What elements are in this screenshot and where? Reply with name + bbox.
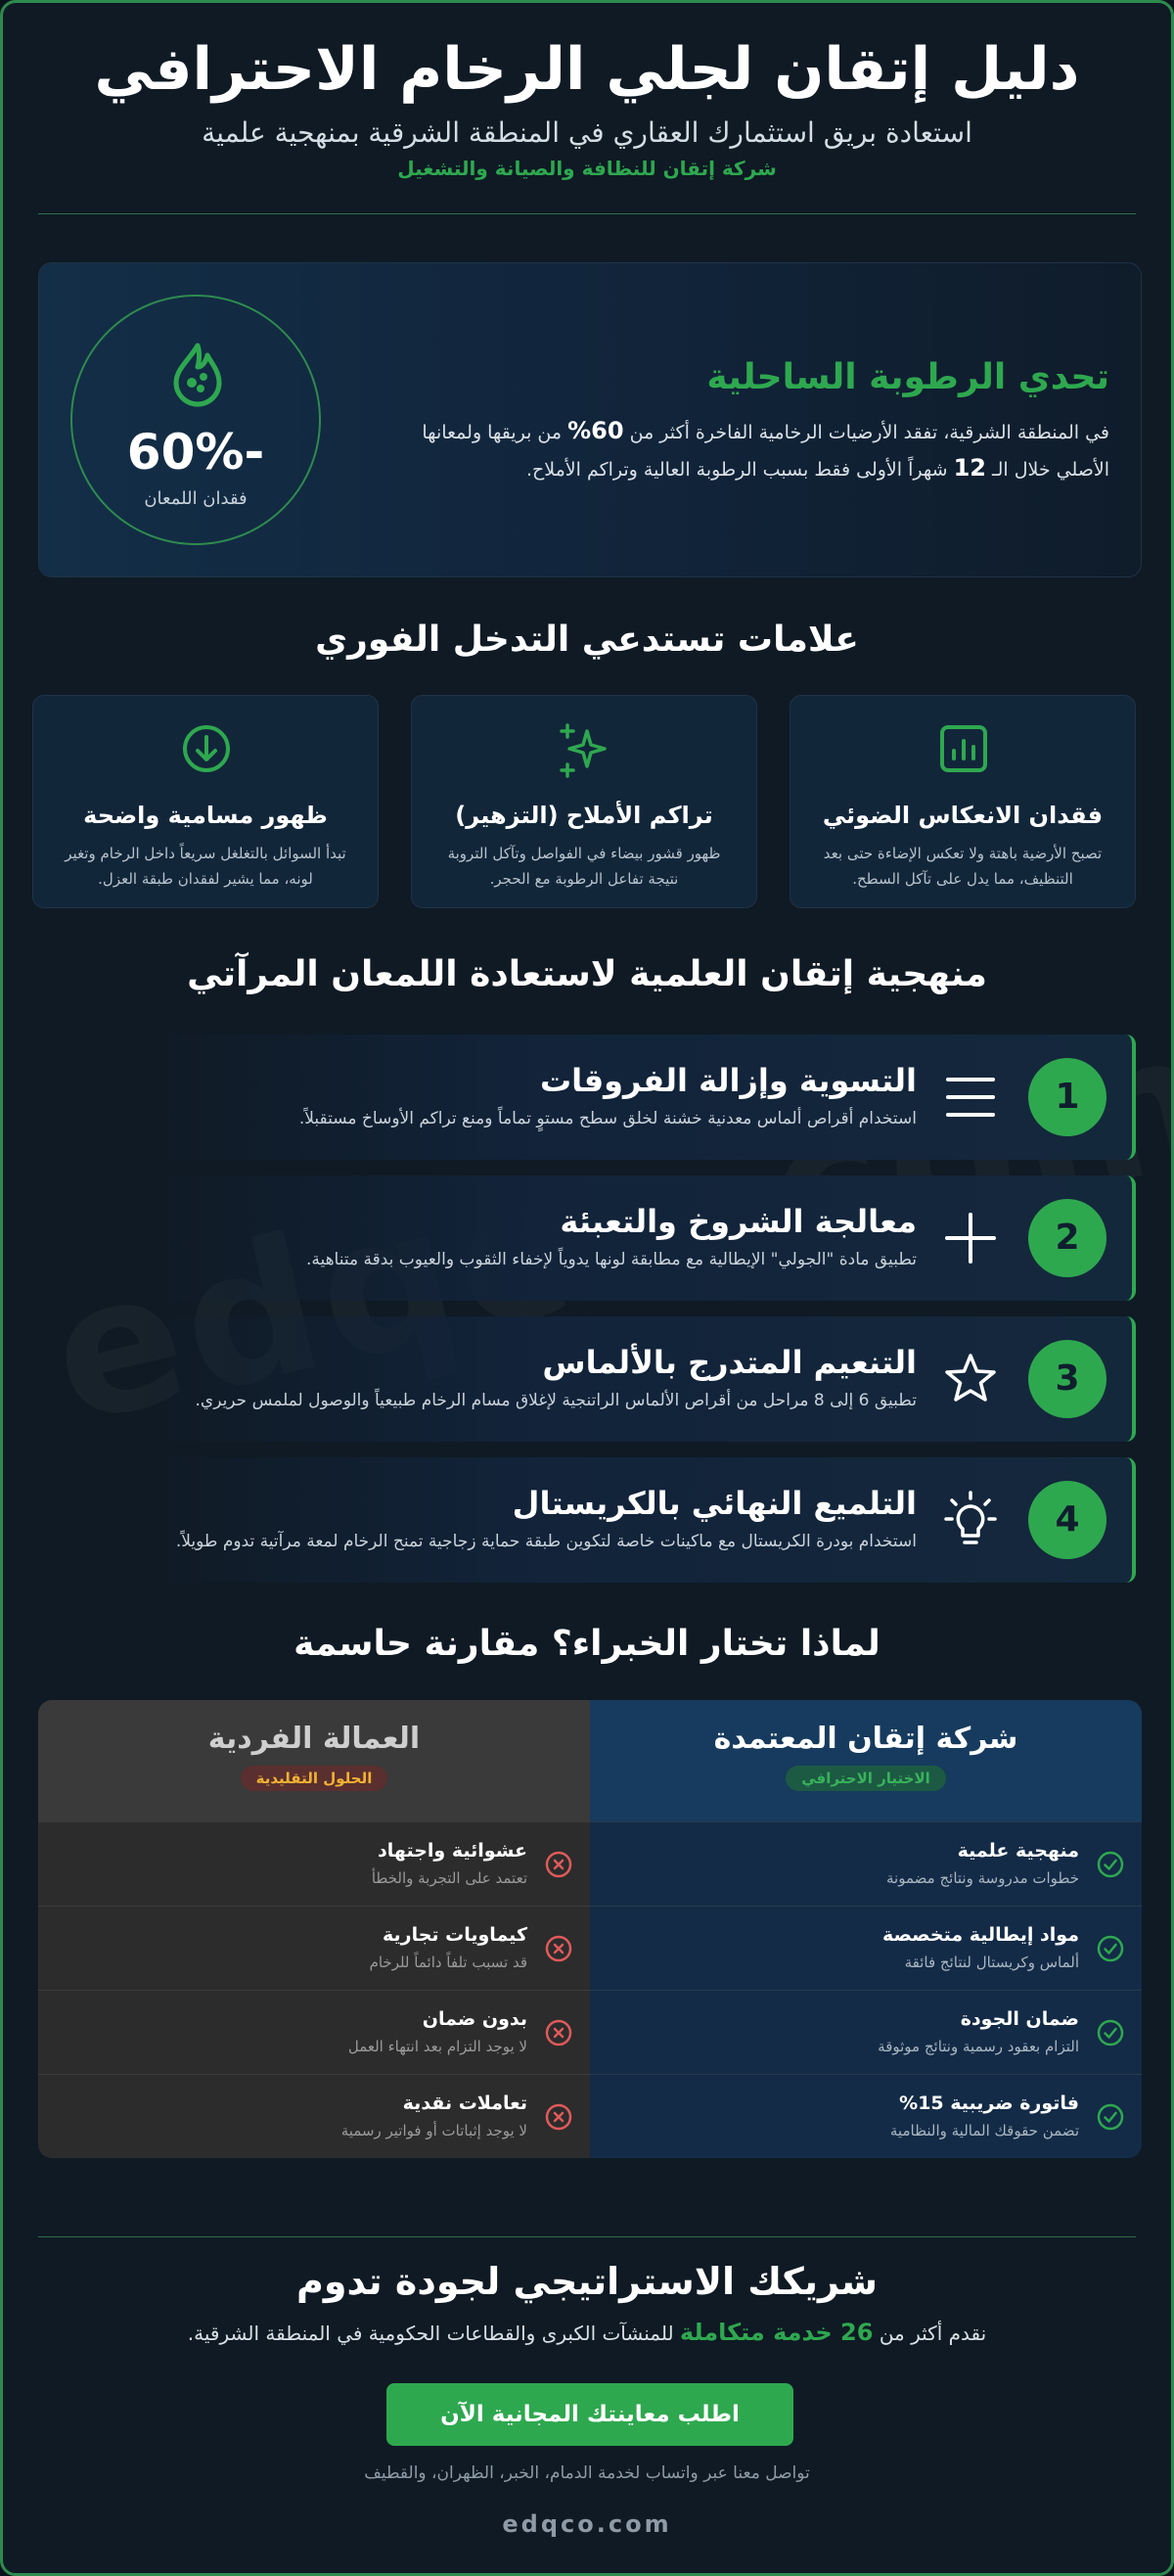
- step-number: 1: [1028, 1058, 1106, 1136]
- method-step: [144, 1175, 1136, 1301]
- x-circle-icon: [543, 1849, 574, 1880]
- ind-column-title: العمالة الفردية: [207, 1722, 421, 1756]
- sign-desc: ظهور قشور بيضاء في الفواصل وتآكل التروبة نتيجة تفاعل الرطوبة مع الحجر.: [447, 845, 721, 888]
- challenge-body-part: شهراً الأولى فقط بسبب الرطوبة العالية وتراكم الأملاح.: [525, 459, 948, 481]
- challenge-title: تحدي الرطوبة الساحلية: [706, 357, 1109, 397]
- ind-row: [38, 1821, 590, 1906]
- page-header: [3, 30, 1171, 180]
- row-desc: ألماس وكريستال لنتائج فائقة: [904, 1954, 1079, 1971]
- sign-desc: تصبح الأرضية باهتة ولا تعكس الإضاءة حتى بعد التنظيف، مما يدل على تآكل السطح.: [823, 845, 1103, 888]
- footer-text-part: نقدم أكثر من: [879, 2322, 987, 2345]
- row-title: بدون ضمان: [422, 2008, 527, 2030]
- challenge-highlight: 12: [953, 454, 986, 482]
- pro-badge: الاختيار الاحترافي: [786, 1766, 946, 1791]
- pro-row: [590, 1906, 1142, 1990]
- row-desc: لا يوجد التزام بعد انتهاء العمل: [347, 2038, 527, 2055]
- bar-chart-icon: [938, 723, 989, 774]
- row-title: فاتورة ضريبية 15%: [899, 2093, 1079, 2114]
- row-desc: خطوات مدروسة ونتائج مضمونة: [886, 1869, 1079, 1887]
- x-circle-icon: [543, 1933, 574, 1964]
- stat-value: 60%-: [126, 424, 265, 481]
- method-step: [144, 1035, 1136, 1160]
- sign-card: [32, 695, 379, 908]
- step-title: التنعيم المتدرج بالألماس: [542, 1344, 917, 1381]
- pro-row: [590, 2074, 1142, 2158]
- challenge-text: [366, 357, 1109, 487]
- ind-row: [38, 1990, 590, 2074]
- step-number: 3: [1028, 1340, 1106, 1418]
- step-title: معالجة الشروخ والتعبئة: [560, 1203, 917, 1240]
- pro-column-header: [590, 1700, 1142, 1821]
- row-desc: لا يوجد إثباتات أو فواتير رسمية: [340, 2122, 527, 2139]
- row-desc: تضمن حقوقك المالية والنظامية: [889, 2122, 1079, 2139]
- arrow-down-circle-icon: [181, 723, 232, 774]
- step-title: التسوية وإزالة الفروقات: [540, 1062, 917, 1099]
- challenge-body-part: من بريقها ولمعانها الأصلي خلال الـ: [422, 422, 1109, 481]
- pro-column-title: شركة إتقان المعتمدة: [713, 1722, 1018, 1756]
- ind-badge: الحلول التقليدية: [241, 1766, 388, 1791]
- check-circle-icon: [1095, 1849, 1126, 1880]
- challenge-body: [366, 413, 1109, 487]
- step-desc: تطبيق مادة "الجولي" الإيطالية مع مطابقة لونها يدوياً لإخفاء الثقوب والعيوب بدقة متناهية.: [305, 1250, 917, 1269]
- footer-title: شريكك الاستراتيجي لجودة تدوم: [295, 2260, 879, 2303]
- step-desc: استخدام أقراص ألماس معدنية خشنة لخلق سطح مستوٍ تماماً ومنع تراكم الأوساخ مستقبلاً.: [298, 1109, 917, 1128]
- stat-label: فقدان اللمعان: [144, 488, 248, 509]
- stat-ring: [70, 295, 321, 545]
- star-icon: [944, 1350, 997, 1408]
- row-desc: قد تسبب تلفاً دائماً للرخام: [369, 1954, 527, 1971]
- challenge-highlight: 60%: [567, 417, 624, 444]
- menu-lines-icon: [944, 1068, 997, 1127]
- row-title: تعاملات نقدية: [402, 2093, 527, 2114]
- row-title: عشوائية واجتهاد: [378, 1840, 527, 1862]
- step-number: 2: [1028, 1199, 1106, 1277]
- ind-column-header: [38, 1700, 590, 1821]
- method-title: منهجية إتقان العلمية لاستعادة اللمعان المرآتي: [187, 954, 987, 994]
- method-step: [144, 1316, 1136, 1442]
- request-inspection-button[interactable]: اطلب معاينتك المجانية الآن: [386, 2383, 793, 2446]
- comparison-table: [38, 1700, 1142, 2158]
- method-step: [144, 1457, 1136, 1583]
- sign-title: ظهور مسامية واضحة: [83, 802, 328, 829]
- row-desc: التزام بعقود رسمية ونتائج موثوقة: [878, 2038, 1079, 2055]
- page-subtitle: استعادة بريق استثمارك العقاري في المنطقة الشرقية بمنهجية علمية: [202, 116, 972, 149]
- compare-title: لماذا تختار الخبراء؟ مقارنة حاسمة: [294, 1624, 880, 1664]
- row-title: ضمان الجودة: [960, 2008, 1079, 2030]
- step-number: 4: [1028, 1481, 1106, 1559]
- sign-title: تراكم الأملاح (التزهير): [455, 802, 713, 829]
- lightbulb-icon: [944, 1491, 997, 1549]
- check-circle-icon: [1095, 1933, 1126, 1964]
- sign-desc: تبدأ السوائل بالتغلغل سريعاً داخل الرخام وتغير لونه، مما يشير لفقدان طبقة العزل.: [65, 845, 346, 888]
- step-desc: تطبيق 6 إلى 8 مراحل من أقراص الألماس الراتنجية لإغلاق مسام الرخام طبيعياً والوصول لملمس حريري.: [195, 1391, 917, 1410]
- ind-row: [38, 1906, 590, 1990]
- row-desc: تعتمد على التجربة والخطأ: [371, 1869, 527, 1887]
- signs-title: علامات تستدعي التدخل الفوري: [315, 620, 859, 660]
- footer-text: [3, 2319, 1171, 2346]
- pro-row: [590, 1821, 1142, 1906]
- footer-divider: [38, 2236, 1136, 2237]
- row-title: منهجية علمية: [957, 1840, 1079, 1862]
- footer-text-part: للمنشآت الكبرى والقطاعات الحكومية في المنطقة الشرقية.: [187, 2322, 674, 2345]
- row-title: مواد إيطالية متخصصة: [881, 1924, 1079, 1946]
- company-name: شركة إتقان للنظافة والصيانة والتشغيل: [397, 157, 777, 180]
- header-divider: [38, 213, 1136, 214]
- ind-row: [38, 2074, 590, 2158]
- step-title: التلميع النهائي بالكريستال: [512, 1485, 917, 1522]
- plus-icon: [944, 1209, 997, 1267]
- brand-link[interactable]: edqco.com: [502, 2510, 672, 2538]
- x-circle-icon: [543, 2017, 574, 2048]
- row-title: كيماويات تجارية: [382, 1924, 527, 1946]
- check-circle-icon: [1095, 2101, 1126, 2133]
- challenge-card: [38, 262, 1142, 577]
- x-circle-icon: [543, 2101, 574, 2133]
- contact-note: تواصل معنا عبر واتساب لخدمة الدمام، الخبر، الظهران، والقطيف: [364, 2463, 810, 2483]
- check-circle-icon: [1095, 2017, 1126, 2048]
- step-desc: استخدام بودرة الكريستال مع ماكينات خاصة لتكوين طبقة حماية زجاجية تمنح الرخام لمعة مرآتية تدوم طويلاً.: [175, 1532, 917, 1551]
- sparkle-icon: [560, 723, 610, 778]
- pro-row: [590, 1990, 1142, 2074]
- footer-highlight: 26 خدمة متكاملة: [679, 2319, 874, 2346]
- sign-card: [790, 695, 1136, 908]
- page-title: دليل إتقان لجلي الرخام الاحترافي: [94, 35, 1080, 104]
- challenge-body-part: في المنطقة الشرقية، تفقد الأرضيات الرخامية الفاخرة أكثر من: [629, 422, 1109, 443]
- sign-title: فقدان الانعكاس الضوئي: [822, 802, 1104, 829]
- sign-card: [411, 695, 757, 908]
- water-drop-icon: [168, 342, 227, 408]
